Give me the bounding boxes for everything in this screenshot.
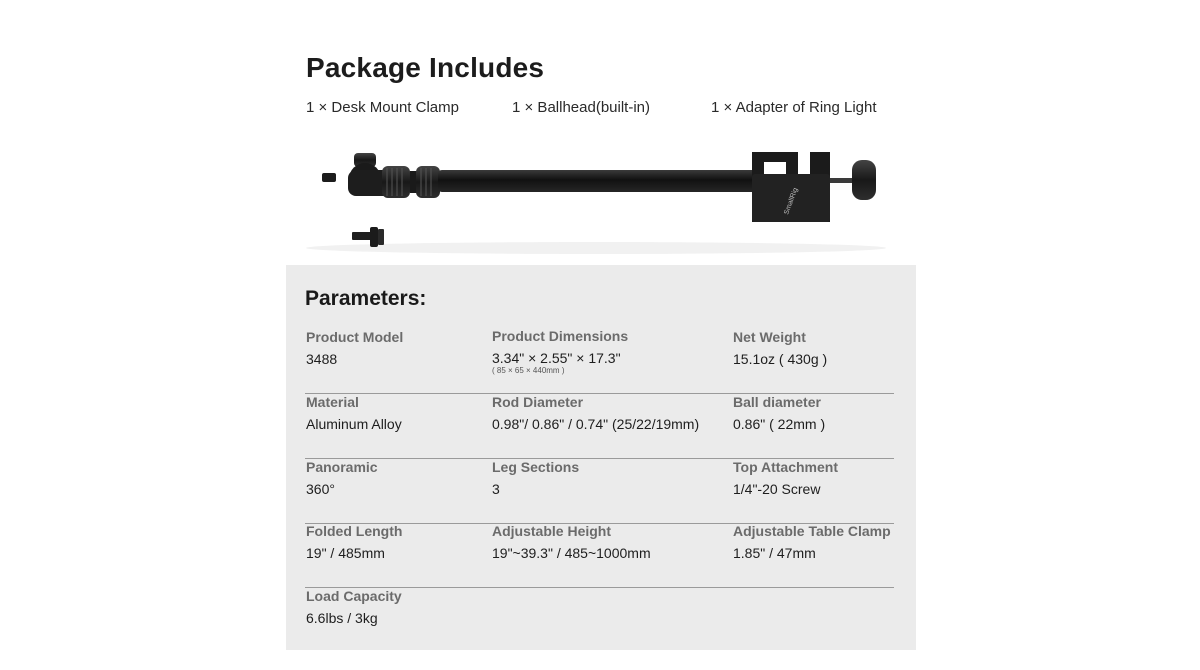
spec-value: 1.85" / 47mm — [733, 545, 816, 561]
spec-value: 0.98"/ 0.86" / 0.74" (25/22/19mm) — [492, 416, 700, 432]
spec-value: Aluminum Alloy — [306, 416, 402, 432]
package-item-ring-light-adapter: 1 × Adapter of Ring Light — [711, 99, 877, 116]
table-clamp-icon — [752, 152, 876, 222]
spec-note: ( 85 × 65 × 440mm ) — [492, 366, 565, 375]
spec-value: 3.34" × 2.55" × 17.3" — [492, 350, 621, 366]
spec-label: Folded Length — [306, 523, 403, 539]
package-includes-title: Package Includes — [306, 52, 545, 83]
spec-value: 6.6lbs / 3kg — [306, 610, 378, 626]
spec-label: Product Model — [306, 329, 404, 345]
spec-net-weight — [733, 329, 827, 367]
spec-adjustable-table-clamp — [733, 523, 891, 561]
parameters-row — [305, 394, 894, 459]
grip-knob-1-icon — [382, 166, 410, 198]
spec-label: Load Capacity — [306, 588, 402, 604]
spec-label: Material — [306, 394, 359, 410]
spec-rod-diameter — [492, 394, 699, 432]
package-item-desk-mount-clamp: 1 × Desk Mount Clamp — [306, 99, 459, 116]
spec-label: Adjustable Height — [492, 523, 612, 539]
spec-label: Adjustable Table Clamp — [733, 523, 891, 539]
spec-value: 19"~39.3" / 485~1000mm — [492, 545, 651, 561]
spec-label: Leg Sections — [492, 459, 580, 475]
parameters-panel — [286, 265, 916, 650]
ballhead-screw-icon — [322, 173, 336, 182]
spec-ball-diameter — [733, 394, 825, 432]
spec-value: 360° — [306, 481, 335, 497]
package-item-ballhead: 1 × Ballhead(built-in) — [512, 99, 650, 116]
spec-label: Product Dimensions — [492, 328, 629, 344]
spec-value: 0.86" ( 22mm ) — [733, 416, 826, 432]
spec-label: Rod Diameter — [492, 394, 584, 410]
ring-light-adapter-icon — [352, 227, 384, 247]
spec-product-model — [306, 329, 403, 367]
spec-label: Panoramic — [306, 459, 378, 475]
parameters-row — [305, 523, 894, 588]
product-photo — [286, 130, 916, 265]
parameters-title: Parameters: — [305, 287, 427, 310]
spec-load-capacity — [306, 588, 402, 626]
spec-top-attachment — [733, 459, 838, 497]
spec-value: 1/4"-20 Screw — [733, 481, 821, 497]
svg-text:SmallRig: SmallRig — [783, 186, 800, 216]
spec-material — [306, 394, 402, 432]
spec-leg-sections — [492, 459, 579, 497]
extension-rod-icon — [438, 170, 758, 192]
spec-value: 19" / 485mm — [306, 545, 385, 561]
parameters-row — [305, 329, 894, 394]
desk-mount-clamp-illustration — [286, 130, 916, 265]
spec-value: 3 — [492, 481, 500, 497]
spec-label: Top Attachment — [733, 459, 838, 475]
spec-panoramic — [306, 459, 378, 497]
spec-product-dimensions — [492, 328, 628, 375]
parameters-row — [305, 459, 894, 524]
spec-value: 15.1oz ( 430g ) — [733, 351, 828, 367]
spec-label: Ball diameter — [733, 394, 821, 410]
spec-value: 3488 — [306, 351, 338, 367]
parameters-row — [305, 588, 894, 652]
clamp-screw-knob-icon — [852, 160, 876, 200]
spec-folded-length — [306, 523, 402, 561]
spec-adjustable-height — [492, 523, 651, 561]
spec-label: Net Weight — [733, 329, 806, 345]
grip-knob-2-icon — [416, 166, 440, 198]
